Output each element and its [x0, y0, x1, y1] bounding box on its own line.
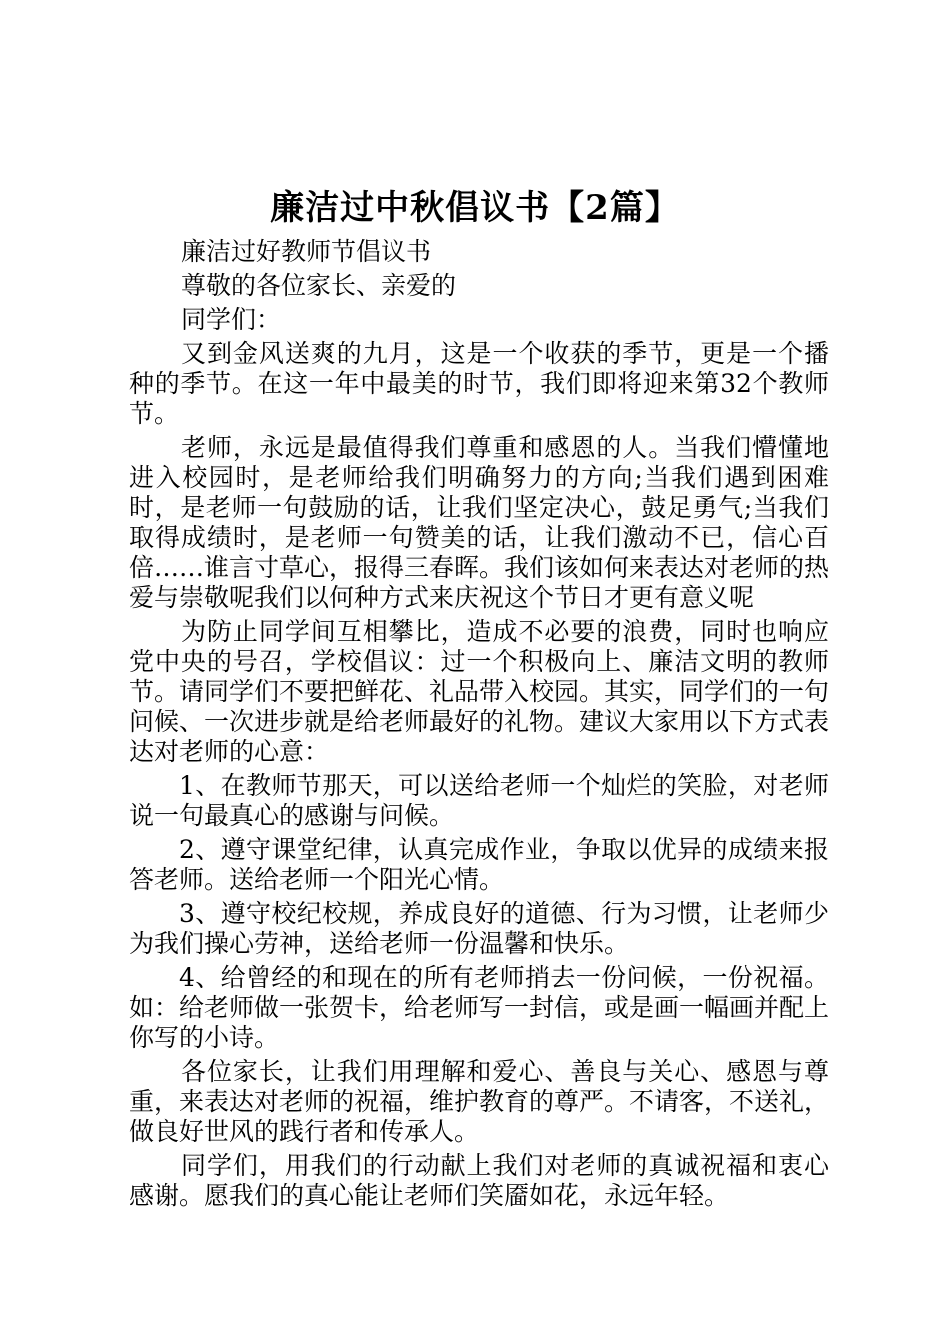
body-paragraph: 同学们，用我们的行动献上我们对老师的真诚祝福和衷心感谢。愿我们的真心能让老师们笑靥如花，永远年轻。 [129, 1151, 829, 1210]
list-item: 3、遵守校纪校规，养成良好的道德、行为习惯，让老师少为我们操心劳神，送给老师一份温馨和快乐。 [129, 899, 829, 958]
body-paragraph: 又到金风送爽的九月，这是一个收获的季节，更是一个播种的季节。在这一年中最美的时节，我们即将迎来第32个教师节。 [129, 339, 829, 428]
list-item: 4、给曾经的和现在的所有老师捎去一份问候，一份祝福。如：给老师做一张贺卡，给老师写一封信，或是画一幅画并配上你写的小诗。 [129, 963, 830, 1052]
list-item: 1、在教师节那天，可以送给老师一个灿烂的笑脸，对老师说一句最真心的感谢与问候。 [129, 771, 829, 830]
body-paragraph: 为防止同学间互相攀比，造成不必要的浪费，同时也响应党中央的号召，学校倡议：过一个积极向上、廉洁文明的教师节。请同学们不要把鲜花、礼品带入校园。其实，同学们的一句问候、一次进步就是给老师最好的礼物。建议大家用以下方式表达对老师的心意： [129, 617, 830, 766]
salutation-line: 尊敬的各位家长、亲爱的 [181, 271, 457, 300]
list-item: 2、遵守课堂纪律，认真完成作业，争取以优异的成绩来报答老师。送给老师一个阳光心情。 [129, 835, 829, 894]
salutation-continued: 同学们： [181, 305, 282, 334]
subtitle-line: 廉洁过好教师节倡议书 [181, 237, 432, 266]
document-title: 廉洁过中秋倡议书【2篇】 [270, 188, 680, 228]
body-paragraph: 各位家长，让我们用理解和爱心、善良与关心、感恩与尊重，来表达对老师的祝福，维护教育的尊严。不请客，不送礼，做良好世风的践行者和传承人。 [129, 1057, 830, 1146]
document-body [129, 237, 829, 1211]
body-paragraph: 老师，永远是最值得我们尊重和感恩的人。当我们懵懂地进入校园时，是老师给我们明确努力的方向;当我们遇到困难时，是老师一句鼓励的话，让我们坚定决心，鼓足勇气;当我们取得成绩时，是老师一句赞美的话，让我们激动不已，信心百倍……谁言寸草心，报得三春晖。我们该如何来表达对老师的热爱与崇敬呢我们以何种方式来庆祝这个节日才更有意义呢 [129, 433, 830, 612]
